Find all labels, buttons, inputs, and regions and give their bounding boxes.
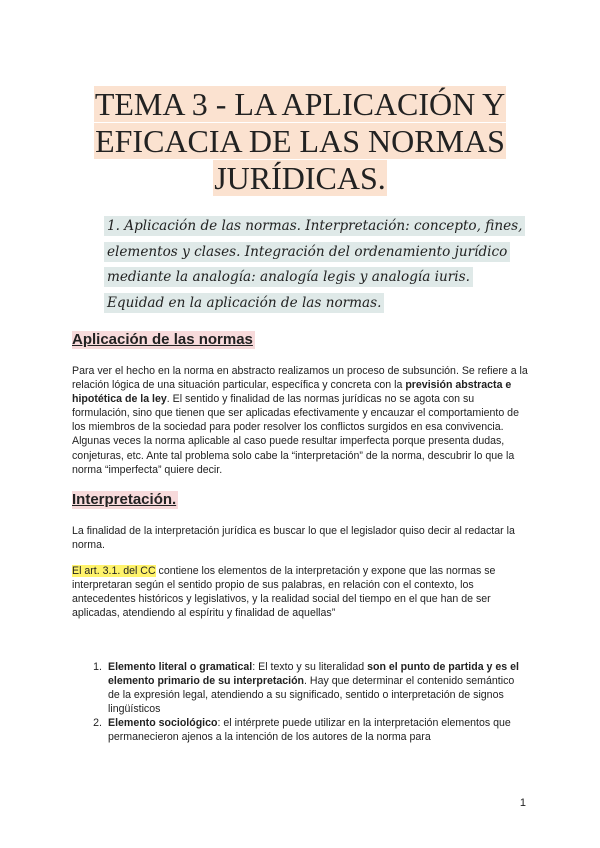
list-item-number: 1. bbox=[93, 661, 102, 673]
list-item-body bbox=[108, 716, 528, 744]
document-title bbox=[70, 86, 530, 197]
list-item-number: 2. bbox=[93, 717, 102, 730]
page-number: 1 bbox=[519, 797, 526, 809]
paragraph-aplicacion-part-b: . El sentido y finalidad de las normas jurídicas no se agota con su formulación, sino que tienen que ser aplicadas efectivamente y encauzar el comportamiento de los miembros de la sociedad para poder resolver los conflictos surgidos en esa convivencia. Algunas veces la norma aplicable al caso puede resultar imperfecta porque presenta dudas, conjeturas, etc. Ante tal problema solo cabe la “interpretación” de la norma, descubrir lo que la norma “imperfecta” quiere decir. bbox=[72, 393, 519, 476]
paragraph-finalidad: La finalidad de la interpretación jurídica es buscar lo que el legislador quiso decir al redactar la norma. bbox=[72, 525, 515, 552]
list-item bbox=[72, 660, 528, 716]
article-reference-highlight: El art. 3.1. del CC bbox=[72, 565, 156, 577]
paragraph-aplicacion bbox=[72, 364, 528, 477]
heading-aplicacion-text: Aplicación de las normas bbox=[72, 331, 253, 348]
topic-text: 1. Aplicación de las normas. Interpretación: concepto, fines, elementos y clases. Integración del ordenamiento jurídico mediante la analogía: analogía legis y analogía iuris. Equidad en la aplicación de las normas. bbox=[104, 216, 525, 313]
title-line-1: TEMA 3 - LA APLICACIÓN Y bbox=[94, 86, 506, 122]
heading-interpretacion-text: Interpretación. bbox=[72, 491, 177, 508]
heading-interpretacion bbox=[72, 491, 178, 508]
list-item-text-1: : el intérprete puede utilizar en la interpretación elementos que permanecieron ajenos a la intención de los autores de la norma para bbox=[108, 717, 511, 744]
heading-aplicacion bbox=[72, 331, 255, 348]
list-item-text-2: . Hay que determinar el contenido semántico de la expresión legal, atendiendo a su significado, sentido o interpretación de signos lingüísticos bbox=[108, 675, 515, 716]
list-item bbox=[72, 716, 528, 744]
paragraph-art-3-1-rest: contiene los elementos de la interpretación y expone que las normas se interpretaran según el sentido propio de sus palabras, en relación con el contexto, los antecedentes históricos y legislativos, y la realidad social del tiempo en el que han de ser aplicadas, atendiendo al espíritu y finalidad de aquellas” bbox=[72, 565, 496, 620]
list-item-bold-1: Elemento sociológico bbox=[108, 717, 218, 730]
elements-list bbox=[72, 660, 528, 745]
list-item-bold-1: Elemento literal o gramatical bbox=[108, 661, 253, 673]
title-line-3: JURÍDICAS. bbox=[214, 160, 386, 196]
list-item-bold-2: son el punto de partida y es el elemento primario de su interpretación bbox=[108, 661, 519, 688]
title-line-2: EFICACIA DE LAS NORMAS bbox=[95, 123, 505, 159]
paragraph-aplicacion-part-a: Para ver el hecho en la norma en abstracto realizamos un proceso de subsunción. Se refiere a la relación lógica de una situación particular, específica y concreta con la bbox=[72, 365, 528, 392]
list-item-text-1: : El texto y su literalidad bbox=[252, 661, 368, 673]
paragraph-art-3-1 bbox=[72, 564, 528, 620]
list-item-body bbox=[108, 660, 528, 716]
topic-summary bbox=[104, 214, 524, 316]
paragraph-aplicacion-bold: previsión abstracta e hipotética de la ley bbox=[72, 379, 512, 406]
